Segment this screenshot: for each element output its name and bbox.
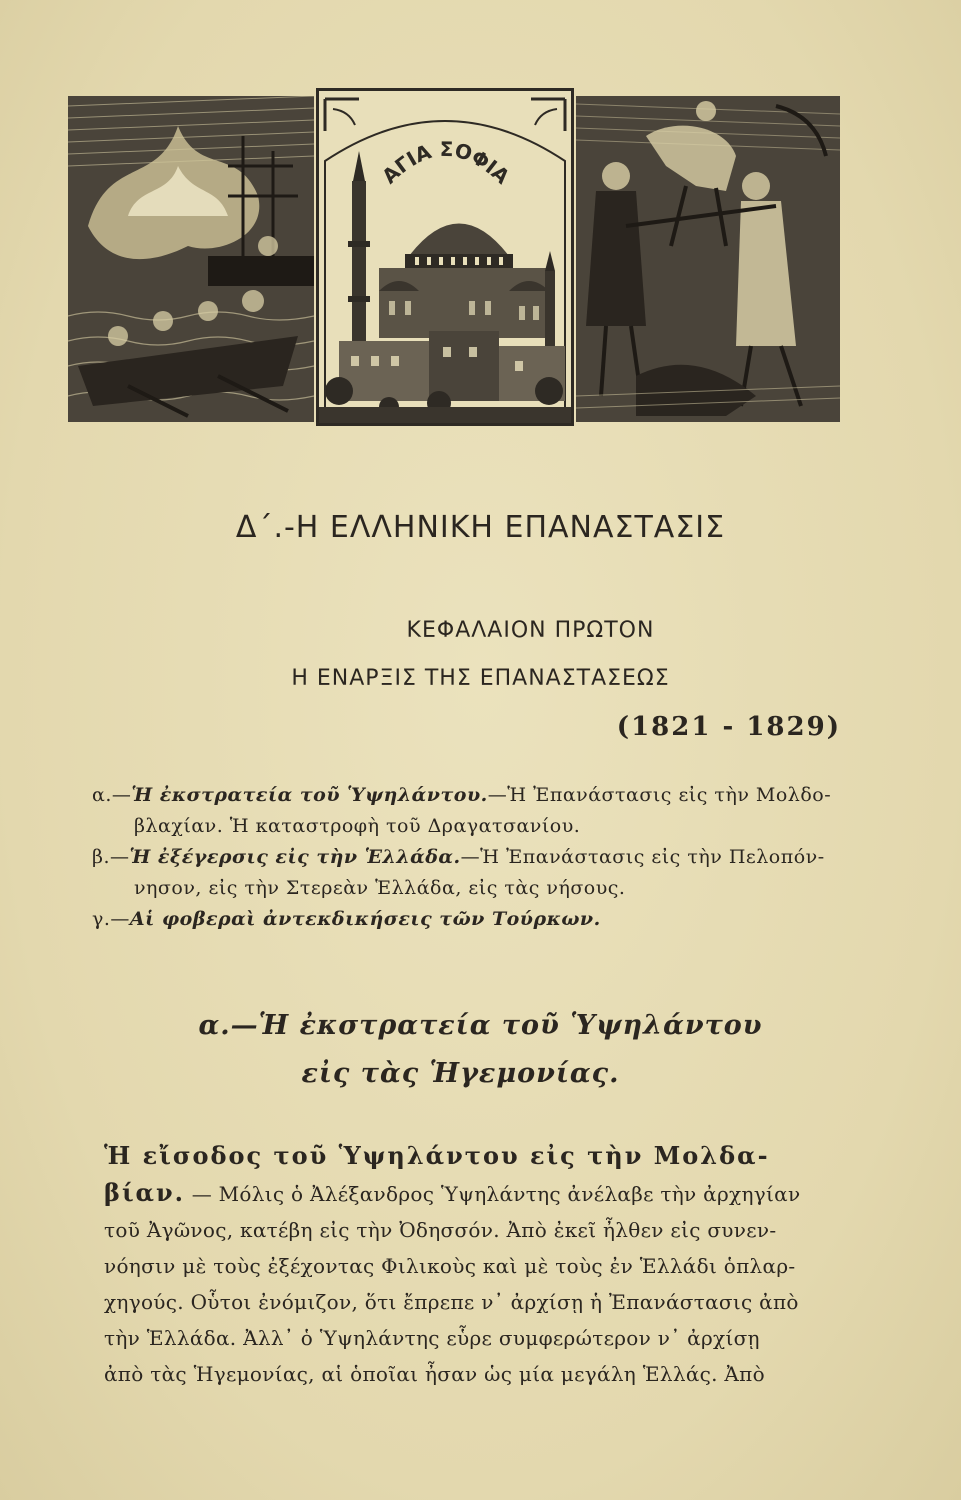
left-engraving-ship-battle: [68, 96, 314, 422]
body-line: ἀπὸ τὰς Ἡγεμονίας, αἱ ὁποῖαι ἦσαν ὡς μία μεγάλη Ἑλλάς. Ἀπὸ: [104, 1362, 765, 1386]
header-illustration: [68, 88, 840, 426]
summary-heading: Ἡ ἐξέγερσις εἰς τὴν Ἑλλάδα.: [129, 846, 461, 868]
summary-item: [92, 780, 842, 811]
summary-marker: γ.—: [92, 908, 130, 930]
paragraph-lead-end: βίαν.: [104, 1178, 186, 1207]
summary-marker: α.—: [92, 784, 132, 806]
body-line: [104, 1138, 844, 1175]
body-paragraph: [104, 1138, 844, 1392]
summary-heading: Αἱ φοβεραὶ ἀντεκδικήσεις τῶν Τούρκων.: [129, 908, 601, 930]
hagia-sophia-label: ΑΓΙΑ ΣΟΦΙΑ: [377, 136, 515, 189]
summary-item-continuation: νησον, εἰς τὴν Στερεὰν Ἑλλάδα, εἰς τὰς νήσους.: [134, 877, 626, 899]
paragraph-lead: Ἡ εἴσοδος τοῦ Ὑψηλάντου εἰς τὴν Μολδα-: [104, 1141, 770, 1170]
body-line: [104, 1175, 844, 1212]
chapter-summary: [92, 780, 842, 935]
chapter-title: Δ΄.-Η ΕΛΛΗΝΙΚΗ ΕΠΑΝΑΣΤΑΣΙΣ: [235, 510, 726, 545]
right-engraving-battle-scene: [576, 96, 840, 422]
section-title-line2: εἰς τὰς Ἡγεμονίας.: [301, 1058, 620, 1089]
center-engraving-hagia-sophia: [316, 88, 574, 426]
body-line: χηγούς. Οὗτοι ἐνόμιζον, ὅτι ἔπρεπε ν᾽ ἀρχίσῃ ἡ Ἐπανάστασις ἀπὸ: [104, 1290, 799, 1314]
summary-item: [92, 904, 842, 935]
summary-text: —Ἡ Ἐπανάστασις εἰς τὴν Μολδο-: [487, 784, 832, 806]
chapter-years: (1821 - 1829): [616, 712, 841, 742]
summary-item: [92, 842, 842, 873]
summary-item-continuation: βλαχίαν. Ἡ καταστροφὴ τοῦ Δραγατσανίου.: [134, 815, 581, 837]
summary-heading: Ἡ ἐκστρατεία τοῦ Ὑψηλάντου.: [131, 784, 488, 806]
body-line: τὴν Ἑλλάδα. Ἀλλ᾽ ὁ Ὑψηλάντης εὗρε συμφερώτερον ν᾽ ἀρχίσῃ: [104, 1326, 760, 1350]
summary-marker: β.—: [92, 846, 130, 868]
body-text-line: — Μόλις ὁ Ἀλέξανδρος Ὑψηλάντης ἀνέλαβε τὴν ἀρχηγίαν: [185, 1182, 801, 1206]
chapter-subtitle: Η ΕΝΑΡΞΙΣ ΤΗΣ ΕΠΑΝΑΣΤΑΣΕΩΣ: [291, 666, 670, 691]
summary-text: —Ἡ Ἐπανάστασις εἰς τὴν Πελοπόν-: [460, 846, 825, 868]
body-line: τοῦ Ἀγῶνος, κατέβη εἰς τὴν Ὀδησσόν. Ἀπὸ ἐκεῖ ἦλθεν εἰς συνεν-: [104, 1218, 777, 1242]
body-line: νόησιν μὲ τοὺς ἐξέχοντας Φιλικοὺς καὶ μὲ τοὺς ἐν Ἑλλάδι ὁπλαρ-: [104, 1254, 796, 1278]
section-number-heading: ΚΕΦΑΛΑΙΟΝ ΠΡΩΤΟΝ: [406, 618, 655, 643]
section-title-line1: α.—Ἡ ἐκστρατεία τοῦ Ὑψηλάντου: [198, 1010, 763, 1041]
